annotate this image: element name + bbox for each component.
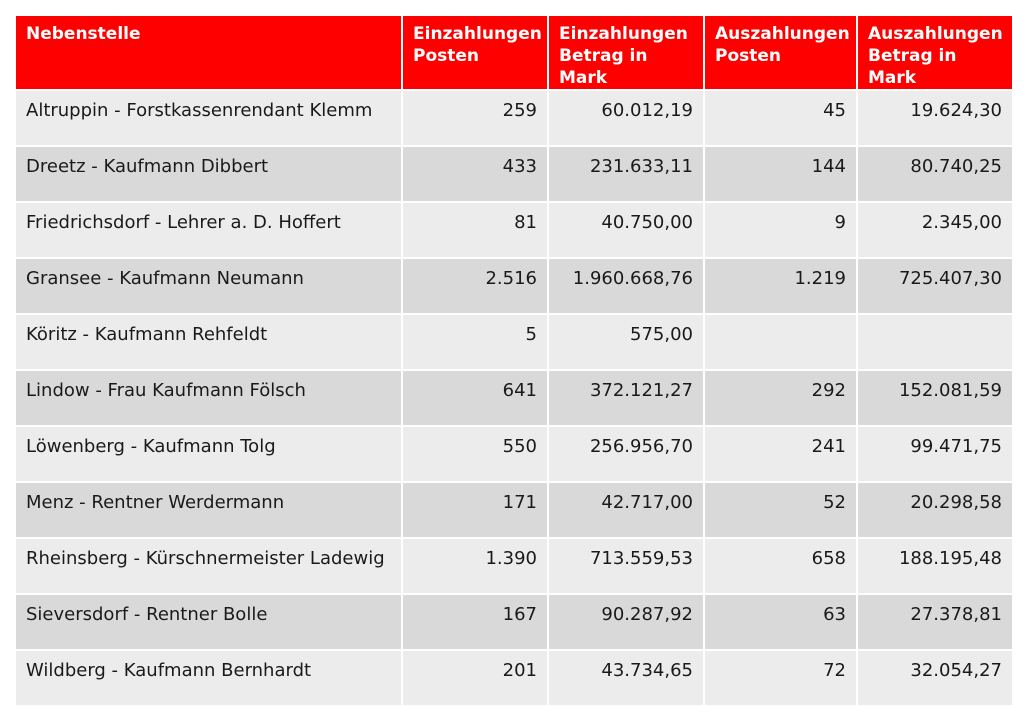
cell-einzahlungen-posten: 1.390 (402, 538, 548, 594)
table-row (15, 146, 1013, 202)
cell-einzahlungen-betrag: 90.287,92 (548, 594, 704, 650)
cell-auszahlungen-posten: 72 (704, 650, 857, 706)
cell-nebenstelle: Wildberg - Kaufmann Bernhardt (15, 650, 402, 706)
cell-einzahlungen-posten: 259 (402, 90, 548, 146)
cell-auszahlungen-betrag: 99.471,75 (857, 426, 1013, 482)
cell-einzahlungen-posten: 641 (402, 370, 548, 426)
table-row (15, 426, 1013, 482)
table-row (15, 482, 1013, 538)
cell-auszahlungen-betrag: 2.345,00 (857, 202, 1013, 258)
cell-einzahlungen-betrag: 231.633,11 (548, 146, 704, 202)
cell-auszahlungen-posten: 63 (704, 594, 857, 650)
cell-einzahlungen-betrag: 713.559,53 (548, 538, 704, 594)
cell-auszahlungen-betrag: 152.081,59 (857, 370, 1013, 426)
cell-einzahlungen-posten: 167 (402, 594, 548, 650)
cell-nebenstelle: Rheinsberg - Kürschnermeister Ladewig (15, 538, 402, 594)
cell-auszahlungen-betrag: 20.298,58 (857, 482, 1013, 538)
cell-einzahlungen-posten: 550 (402, 426, 548, 482)
cell-einzahlungen-posten: 201 (402, 650, 548, 706)
cell-auszahlungen-posten: 1.219 (704, 258, 857, 314)
cell-auszahlungen-betrag: 32.054,27 (857, 650, 1013, 706)
table-row (15, 258, 1013, 314)
cell-einzahlungen-posten: 171 (402, 482, 548, 538)
cell-einzahlungen-betrag: 40.750,00 (548, 202, 704, 258)
cell-nebenstelle: Dreetz - Kaufmann Dibbert (15, 146, 402, 202)
cell-auszahlungen-betrag: 19.624,30 (857, 90, 1013, 146)
table-row (15, 538, 1013, 594)
cell-auszahlungen-posten (704, 314, 857, 370)
header-auszahlungen-betrag: Auszahlungen Betrag in Mark (857, 15, 1013, 90)
header-nebenstelle: Nebenstelle (15, 15, 402, 90)
cell-einzahlungen-betrag: 43.734,65 (548, 650, 704, 706)
cell-auszahlungen-posten: 45 (704, 90, 857, 146)
cell-auszahlungen-posten: 292 (704, 370, 857, 426)
header-einzahlungen-betrag: Einzahlungen Betrag in Mark (548, 15, 704, 90)
cell-einzahlungen-betrag: 60.012,19 (548, 90, 704, 146)
table-row (15, 202, 1013, 258)
cell-einzahlungen-betrag: 372.121,27 (548, 370, 704, 426)
cell-nebenstelle: Lindow - Frau Kaufmann Fölsch (15, 370, 402, 426)
cell-auszahlungen-posten: 144 (704, 146, 857, 202)
cell-nebenstelle: Friedrichsdorf - Lehrer a. D. Hoffert (15, 202, 402, 258)
header-row (15, 15, 1013, 90)
cell-auszahlungen-betrag: 80.740,25 (857, 146, 1013, 202)
cell-nebenstelle: Köritz - Kaufmann Rehfeldt (15, 314, 402, 370)
table-row (15, 650, 1013, 706)
cell-auszahlungen-posten: 241 (704, 426, 857, 482)
branch-payments-table (14, 14, 1014, 707)
cell-nebenstelle: Löwenberg - Kaufmann Tolg (15, 426, 402, 482)
cell-nebenstelle: Sieversdorf - Rentner Bolle (15, 594, 402, 650)
cell-auszahlungen-posten: 9 (704, 202, 857, 258)
cell-auszahlungen-posten: 52 (704, 482, 857, 538)
cell-einzahlungen-betrag: 42.717,00 (548, 482, 704, 538)
cell-nebenstelle: Altruppin - Forstkassenrendant Klemm (15, 90, 402, 146)
cell-einzahlungen-posten: 2.516 (402, 258, 548, 314)
cell-auszahlungen-betrag: 725.407,30 (857, 258, 1013, 314)
cell-einzahlungen-betrag: 575,00 (548, 314, 704, 370)
cell-auszahlungen-posten: 658 (704, 538, 857, 594)
table-header (15, 15, 1013, 90)
cell-einzahlungen-posten: 5 (402, 314, 548, 370)
cell-nebenstelle: Gransee - Kaufmann Neumann (15, 258, 402, 314)
table-row (15, 594, 1013, 650)
cell-auszahlungen-betrag: 188.195,48 (857, 538, 1013, 594)
table-body (15, 90, 1013, 706)
cell-einzahlungen-betrag: 256.956,70 (548, 426, 704, 482)
cell-einzahlungen-posten: 433 (402, 146, 548, 202)
header-einzahlungen-posten: Einzahlungen Posten (402, 15, 548, 90)
table-container (14, 14, 1012, 707)
cell-einzahlungen-betrag: 1.960.668,76 (548, 258, 704, 314)
cell-auszahlungen-betrag (857, 314, 1013, 370)
header-auszahlungen-posten: Auszahlungen Posten (704, 15, 857, 90)
cell-einzahlungen-posten: 81 (402, 202, 548, 258)
table-row (15, 90, 1013, 146)
table-row (15, 370, 1013, 426)
table-row (15, 314, 1013, 370)
cell-nebenstelle: Menz - Rentner Werdermann (15, 482, 402, 538)
cell-auszahlungen-betrag: 27.378,81 (857, 594, 1013, 650)
